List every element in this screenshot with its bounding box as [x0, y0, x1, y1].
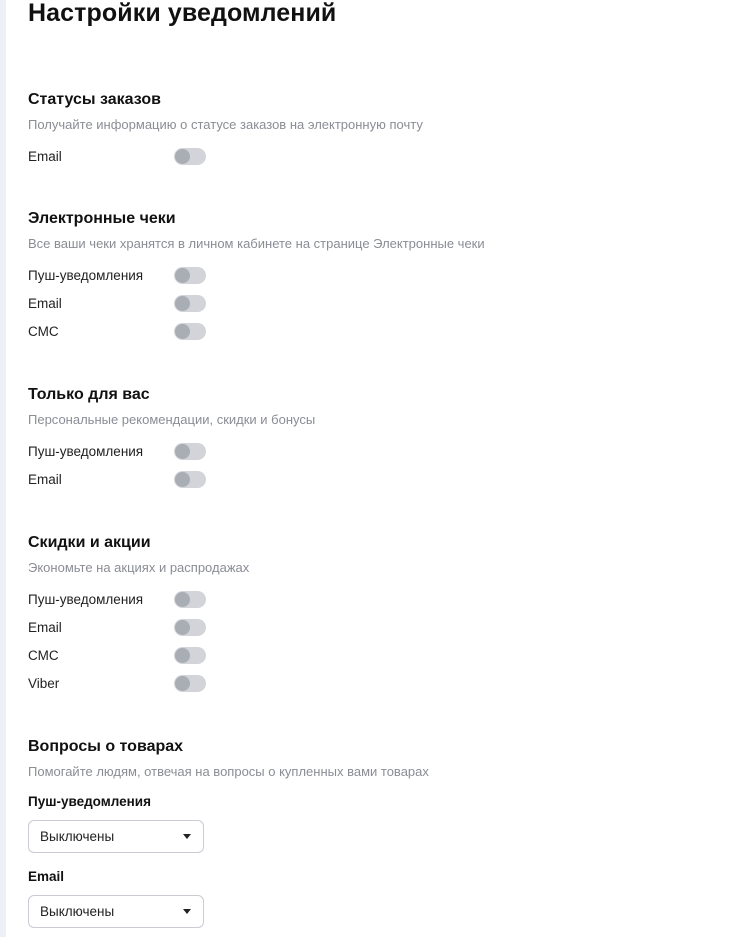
section-title: Вопросы о товарах — [28, 738, 184, 755]
email-notifications-select[interactable] — [28, 895, 204, 928]
channel-row-push — [28, 585, 728, 613]
toggle-switch-icon — [175, 444, 190, 459]
channel-label: Email — [28, 471, 62, 487]
channel-label: Email — [28, 295, 62, 311]
section-discounts-promotions — [28, 532, 728, 697]
section-description: Помогайте людям, отвечая на вопросы о купленных вами товарах — [28, 764, 429, 779]
channel-row-email — [28, 142, 728, 170]
channel-row-push — [28, 437, 728, 465]
section-order-statuses — [28, 89, 728, 170]
sms-toggle[interactable] — [174, 647, 206, 664]
channel-row-email — [28, 289, 728, 317]
email-toggle[interactable] — [174, 471, 206, 488]
email-toggle[interactable] — [174, 295, 206, 312]
push-toggle[interactable] — [174, 443, 206, 460]
toggle-switch-icon — [175, 620, 190, 635]
section-description: Получайте информацию о статусе заказов на электронную почту — [28, 117, 423, 132]
section-description: Экономьте на акциях и распродажах — [28, 560, 250, 575]
section-product-questions — [28, 736, 728, 928]
viber-toggle[interactable] — [174, 675, 206, 692]
caret-down-icon — [183, 834, 191, 839]
section-description: Персональные рекомендации, скидки и бонусы — [28, 412, 316, 427]
toggle-switch-icon — [175, 296, 190, 311]
toggle-switch-icon — [175, 472, 190, 487]
channel-label: СМС — [28, 323, 59, 339]
push-toggle[interactable] — [174, 267, 206, 284]
push-toggle[interactable] — [174, 591, 206, 608]
section-title: Только для вас — [28, 386, 150, 403]
channel-row-viber — [28, 669, 728, 697]
channel-label: Email — [28, 148, 62, 164]
channel-label: Пуш-уведомления — [28, 443, 144, 459]
channel-row-email — [28, 465, 728, 493]
toggle-switch-icon — [175, 592, 190, 607]
email-toggle[interactable] — [174, 148, 206, 165]
email-select-label: Email — [28, 869, 65, 884]
section-description: Все ваши чеки хранятся в личном кабинете на странице Электронные чеки — [28, 236, 485, 251]
toggle-switch-icon — [175, 149, 190, 164]
section-just-for-you — [28, 384, 728, 493]
page-title: Настройки уведомлений — [28, 0, 337, 27]
channel-row-sms — [28, 317, 728, 345]
channel-label: Пуш-уведомления — [28, 591, 144, 607]
caret-down-icon — [183, 909, 191, 914]
section-title: Скидки и акции — [28, 534, 151, 551]
channel-label: Viber — [28, 675, 60, 691]
push-select-label: Пуш-уведомления — [28, 794, 151, 809]
select-value: Выключены — [40, 829, 115, 844]
select-value: Выключены — [40, 904, 115, 919]
sms-toggle[interactable] — [174, 323, 206, 340]
section-title: Статусы заказов — [28, 91, 161, 108]
toggle-switch-icon — [175, 648, 190, 663]
channel-row-email — [28, 613, 728, 641]
toggle-switch-icon — [175, 268, 190, 283]
channel-row-sms — [28, 641, 728, 669]
channel-row-push — [28, 261, 728, 289]
section-electronic-receipts — [28, 208, 728, 345]
toggle-switch-icon — [175, 324, 190, 339]
push-notifications-select[interactable] — [28, 820, 204, 853]
channel-label: Пуш-уведомления — [28, 267, 144, 283]
email-toggle[interactable] — [174, 619, 206, 636]
channel-label: Email — [28, 619, 62, 635]
section-title: Электронные чеки — [28, 210, 176, 227]
toggle-switch-icon — [175, 676, 190, 691]
channel-label: СМС — [28, 647, 59, 663]
